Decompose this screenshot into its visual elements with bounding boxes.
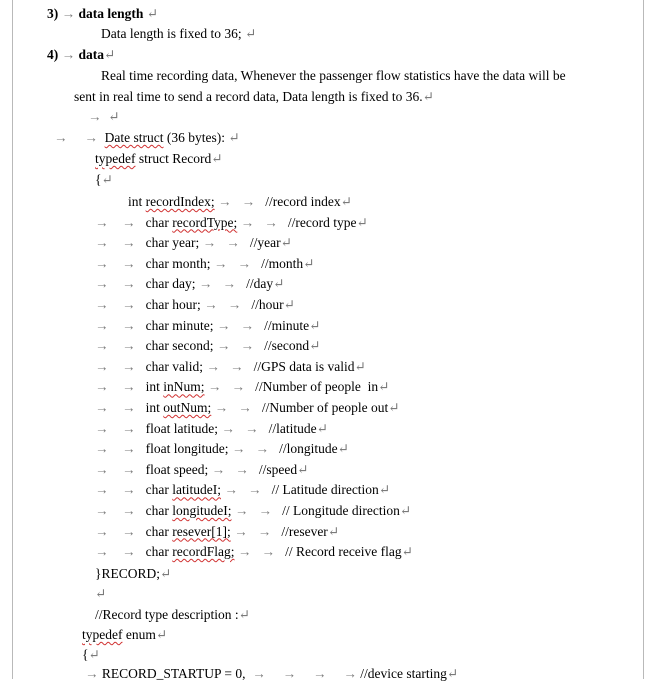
typedef-struct-line: typedef struct Record↵ <box>95 151 223 166</box>
field-row: → → char minute; → → //minute↵ <box>95 317 321 333</box>
struct-size: (36 bytes): <box>166 130 225 145</box>
section-title: data <box>78 47 105 62</box>
field-row: → → float longitude; → → //longitude↵ <box>95 441 349 457</box>
field-comment: //minute <box>264 317 310 333</box>
field-comment: //GPS data is valid <box>253 358 355 374</box>
code-comment: //device starting <box>360 666 447 681</box>
keyword: typedef <box>95 151 136 166</box>
field-name: month; <box>172 255 211 271</box>
field-name: longitude; <box>173 441 229 457</box>
comment-line: //Record type description :↵ <box>95 607 250 622</box>
field-row: int recordIndex; → → //record index↵ <box>128 194 352 209</box>
field-comment: // Record receive flag <box>285 544 402 560</box>
field-comment: // Longitude direction <box>282 503 400 518</box>
field-type: char <box>145 214 169 230</box>
field-type: char <box>145 544 169 560</box>
field-type: char <box>145 297 169 312</box>
typedef-enum-line: typedef enum↵ <box>82 627 168 642</box>
field-name: hour; <box>172 297 201 312</box>
section-4-heading: 4) → data↵ <box>47 47 116 62</box>
struct-close-line: }RECORD;↵ <box>95 566 172 581</box>
field-name: minute; <box>172 317 214 333</box>
section-number: 4) <box>47 47 59 62</box>
field-comment: //year <box>249 235 281 251</box>
field-row: → → char valid; → → //GPS data is valid↵ <box>95 358 366 374</box>
code-text: enum <box>125 627 156 642</box>
open-brace-line: {↵ <box>95 172 113 187</box>
field-name: resever[1]; <box>172 523 231 539</box>
field-row: → → char resever[1]; → → //resever↵ <box>95 523 340 539</box>
field-type: float <box>145 441 171 457</box>
field-row: → → int inNum; → → //Number of people in↵ <box>95 379 390 395</box>
field-name: outNum; <box>163 400 212 415</box>
section-number: 3) <box>47 6 59 21</box>
section-4-text-line1 <box>101 66 566 86</box>
field-type: char <box>145 358 169 374</box>
field-name: longitudeI; <box>172 503 232 518</box>
field-name: second; <box>172 338 214 354</box>
field-comment: //second <box>264 338 310 354</box>
field-name: recordFlag; <box>172 544 235 560</box>
field-row: → → char recordFlag; → → // Record receive flag↵ <box>95 544 413 560</box>
field-comment: //Number of people in <box>255 379 379 395</box>
field-name: year; <box>172 235 200 251</box>
field-name: inNum; <box>163 379 205 395</box>
field-row: → → char latitudeI; → → // Latitude direction↵ <box>95 482 391 498</box>
field-row: → → char year; → → //year↵ <box>95 235 292 251</box>
field-comment: //hour <box>251 297 284 312</box>
section-title: data length <box>78 6 144 21</box>
empty-line: ↵ <box>95 586 107 601</box>
field-type: char <box>145 338 169 354</box>
paragraph-text: Data length is fixed to 36; <box>101 26 242 41</box>
field-name: latitudeI; <box>172 482 221 498</box>
field-type: char <box>145 503 169 518</box>
field-type: int <box>145 400 160 415</box>
code-text: }RECORD; <box>95 566 160 581</box>
field-type: char <box>145 523 169 539</box>
field-row: → → float speed; → → //speed↵ <box>95 461 309 477</box>
section-3-heading: 3) → data length ↵ <box>47 6 159 21</box>
paragraph-text: Real time recording data, Whenever the passenger flow statistics have the data will be <box>101 68 566 83</box>
field-type: int <box>128 194 143 209</box>
field-comment: //speed <box>258 461 298 477</box>
enum-first-line: → RECORD_STARTUP = 0, → → → → //device starting↵ <box>85 666 459 681</box>
struct-name: Date struct <box>104 130 164 145</box>
field-type: float <box>145 461 171 477</box>
code-text: struct Record <box>138 151 212 166</box>
field-type: char <box>145 482 169 498</box>
field-comment: // Latitude direction <box>271 482 379 498</box>
section-3-text: Data length is fixed to 36; ↵ <box>101 26 257 41</box>
field-comment: //resever <box>281 523 328 539</box>
field-type: int <box>145 379 160 395</box>
field-row: → → int outNum; → → //Number of people out↵ <box>95 400 400 415</box>
code-comment: //Record type description : <box>95 607 239 622</box>
paragraph-text: sent in real time to send a record data, Data length is fixed to 36. <box>74 89 423 104</box>
field-row: → → char longitudeI; → → // Longitude direction↵ <box>95 503 412 518</box>
code-text: { <box>82 647 89 662</box>
keyword: typedef <box>82 627 123 642</box>
tab-marks: → ↵ <box>88 109 120 124</box>
field-name: recordIndex; <box>145 194 215 209</box>
field-row: → → char day; → → //day↵ <box>95 276 285 292</box>
field-type: char <box>145 317 169 333</box>
field-row: → → char hour; → → //hour↵ <box>95 297 295 312</box>
field-comment: //longitude <box>279 441 338 457</box>
field-comment: //Number of people out <box>261 400 389 415</box>
code-text: { <box>95 172 102 187</box>
field-name: valid; <box>172 358 203 374</box>
field-comment: //record index <box>265 194 341 209</box>
field-comment: //month <box>261 255 304 271</box>
field-row: → → char month; → → //month↵ <box>95 255 315 271</box>
field-type: char <box>145 235 169 251</box>
field-row: → → char recordType; → → //record type↵ <box>95 214 368 230</box>
field-type: char <box>145 276 169 292</box>
field-name: latitude; <box>173 420 218 436</box>
field-row: → → char second; → → //second↵ <box>95 338 321 354</box>
field-name: recordType; <box>172 214 238 230</box>
field-name: day; <box>172 276 196 292</box>
section-4-text-line2: sent in real time to send a record data, Data length is fixed to 36.↵ <box>74 89 434 104</box>
field-type: char <box>145 255 169 271</box>
field-name: speed; <box>173 461 209 477</box>
enum-member: RECORD_STARTUP = 0, <box>101 666 246 681</box>
date-struct-heading: → → Date struct (36 bytes): ↵ <box>54 130 240 145</box>
field-comment: //record type <box>287 214 357 230</box>
field-row: → → float latitude; → → //latitude↵ <box>95 420 328 436</box>
open-brace-line-2: {↵ <box>82 647 100 662</box>
field-comment: //latitude <box>268 420 317 436</box>
field-comment: //day <box>246 276 274 292</box>
field-type: float <box>145 420 171 436</box>
